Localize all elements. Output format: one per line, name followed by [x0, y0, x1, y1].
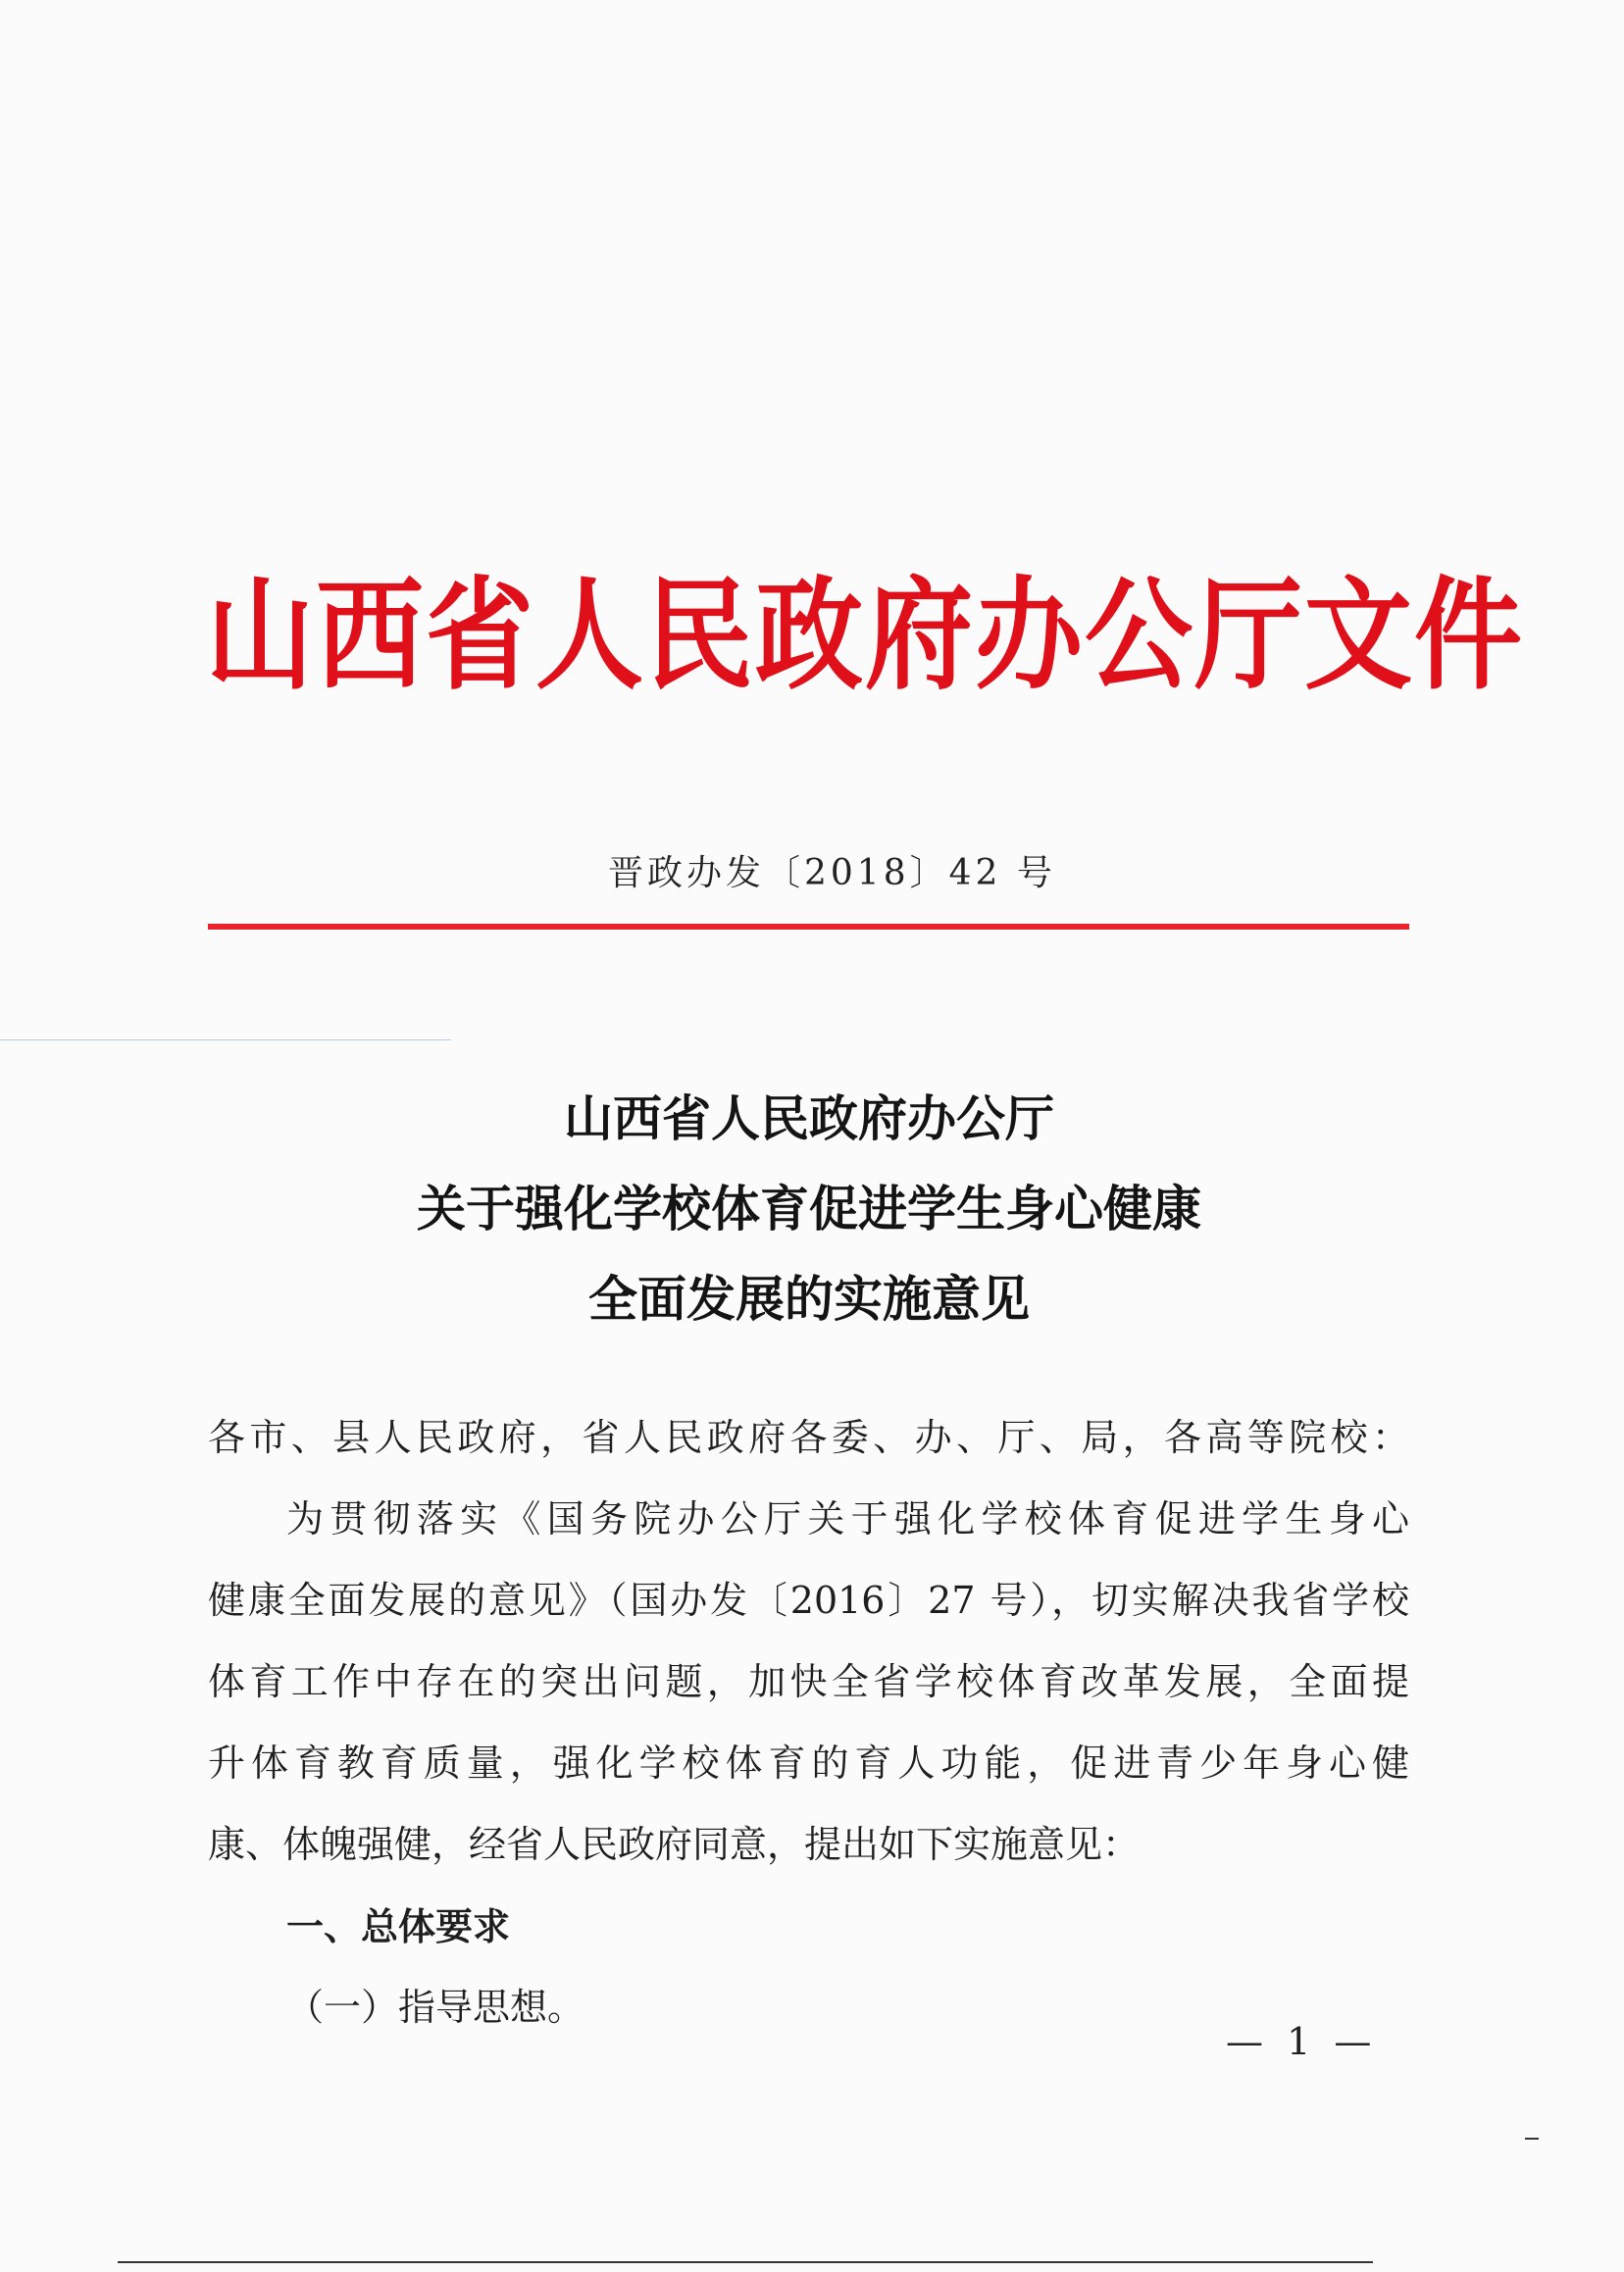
- scan-artifact-dash: [1525, 2138, 1539, 2140]
- scan-artifact-bottom-line: [118, 2261, 1373, 2263]
- title-line-2: 关于强化学校体育促进学生身心健康: [417, 1180, 1201, 1237]
- body-line: 升体育教育质量，强化学校体育的育人功能，促进青少年身心健: [208, 1742, 1409, 1785]
- document-header-title: 山西省人民政府办公厅文件: [206, 564, 1524, 706]
- body-line: 体育工作中存在的突出问题，加快全省学校体育改革发展，全面提: [208, 1660, 1409, 1703]
- page-number: — 1 —: [1226, 2020, 1378, 2063]
- scan-artifact-line: [0, 1039, 451, 1040]
- subsection-heading: （一）指导思想。: [286, 1986, 585, 2029]
- document-main-title: [196, 1074, 1422, 1344]
- body-line: 为贯彻落实《国务院办公厅关于强化学校体育促进学生身心: [286, 1497, 1409, 1540]
- document-body: [208, 1397, 1409, 2048]
- document-number: 晋政办发〔2018〕42 号: [608, 853, 1056, 893]
- section-heading: 一、总体要求: [286, 1904, 511, 1948]
- title-line-1: 山西省人民政府办公厅: [564, 1089, 1054, 1147]
- salutation-line: 各市、县人民政府，省人民政府各委、办、厅、局，各高等院校：: [208, 1416, 1409, 1459]
- red-divider-line: [208, 924, 1409, 930]
- body-line: 康、体魄强健，经省人民政府同意，提出如下实施意见：: [208, 1823, 1141, 1866]
- body-line: 健康全面发展的意见》（国办发〔2016〕27 号），切实解决我省学校: [208, 1579, 1409, 1622]
- title-line-3: 全面发展的实施意见: [588, 1270, 1030, 1328]
